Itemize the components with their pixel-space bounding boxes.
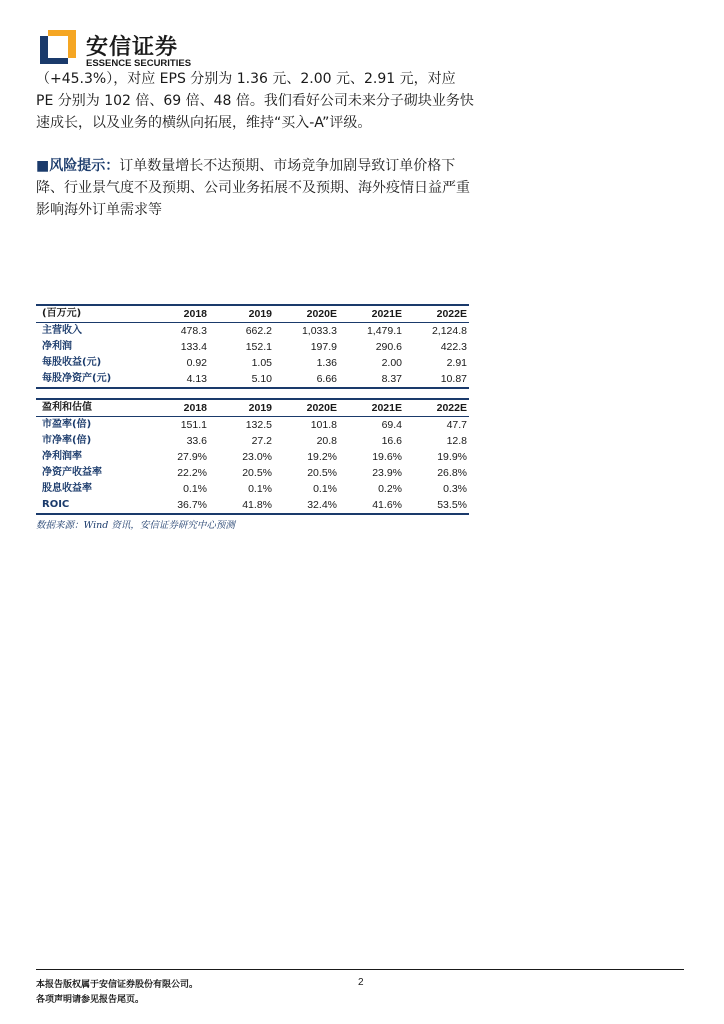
table-cell: 8.37 [339, 371, 404, 388]
table-cell: 32.4% [274, 497, 339, 514]
row-label: 主营收入 [42, 325, 82, 336]
table-row [36, 417, 469, 434]
brand-name-cn: 安信证券 [86, 35, 179, 60]
header-cell: 2021E [339, 305, 404, 323]
row-label: 股息收益率 [42, 483, 92, 494]
table-cell: 1.36 [316, 357, 337, 369]
table-cell: 133.4 [180, 341, 207, 353]
footer-disclaimer: 各项声明请参见报告尾页。 [36, 995, 145, 1005]
table-cell: 197.9 [310, 341, 337, 353]
table-cell: 5.10 [209, 371, 274, 388]
header-cell: 2018 [144, 305, 209, 323]
table-cell: 22.2% [177, 467, 207, 479]
table-cell: 422.3 [440, 341, 467, 353]
table-cell: 101.8 [310, 419, 337, 431]
table-cell: 19.6% [372, 451, 402, 463]
risk-text: 订单数量增长不达预期、市场竞争加剧导致订单价格下降、行业景气度不及预期、公司业务拓展不及预期、海外疫情日益严重影响海外订单需求等 [36, 158, 470, 218]
table-cell: 41.8% [209, 497, 274, 514]
table-cell: 0.1% [248, 483, 272, 495]
table-cell: 27.9% [177, 451, 207, 463]
table-row [36, 339, 469, 355]
table-cell: 23.9% [372, 467, 402, 479]
risk-paragraph [36, 155, 474, 221]
table-row [36, 497, 469, 514]
table-cell: 6.66 [274, 371, 339, 388]
header-cell: 2020E [274, 399, 339, 417]
table-cell: 1,033.3 [301, 325, 337, 337]
table-cell: 2,124.8 [431, 325, 467, 337]
table-cell: 0.92 [186, 357, 207, 369]
table-cell: 4.13 [144, 371, 209, 388]
row-label: 市盈率(倍) [42, 419, 92, 430]
table-row [36, 481, 469, 497]
row-label: 每股净资产(元) [36, 371, 144, 388]
risk-marker-icon: ■ [36, 158, 50, 174]
table-cell: 36.7% [144, 497, 209, 514]
table-cell: 47.7 [446, 419, 467, 431]
table-cell: 132.5 [245, 419, 272, 431]
table-cell: 151.1 [180, 419, 207, 431]
table-row [36, 433, 469, 449]
row-label: 净利润 [42, 341, 72, 352]
risk-title: 风险提示： [49, 158, 120, 174]
table-cell: 27.2 [251, 435, 272, 447]
footer-divider [36, 969, 684, 970]
table-cell: 478.3 [180, 325, 207, 337]
brand-name-en: ESSENCE SECURITIES [86, 58, 192, 69]
row-label: 净资产收益率 [42, 467, 102, 478]
table-cell: 10.87 [404, 371, 469, 388]
header-cell: 2019 [209, 399, 274, 417]
header-cell: 2021E [339, 399, 404, 417]
table-header-row [36, 305, 469, 323]
header-cell: 2020E [274, 305, 339, 323]
table-cell: 53.5% [404, 497, 469, 514]
row-label: ROIC [36, 497, 144, 514]
header-cell: 2022E [404, 305, 469, 323]
table-row [36, 465, 469, 481]
header-cell: 2019 [209, 305, 274, 323]
row-label: 净利润率 [42, 451, 82, 462]
table-cell: 33.6 [186, 435, 207, 447]
table-cell: 20.8 [316, 435, 337, 447]
table-cell: 16.6 [381, 435, 402, 447]
table-cell: 290.6 [375, 341, 402, 353]
essence-logo [40, 30, 76, 66]
table-cell: 0.1% [313, 483, 337, 495]
page-number: 2 [358, 977, 364, 988]
row-label: 每股收益(元) [42, 357, 102, 368]
table-row [36, 323, 469, 340]
table-row [36, 371, 469, 388]
valuation-paragraph: （+45.3%），对应 EPS 分别为 1.36 元、2.00 元、2.91 元，对应 PE 分别为 102 倍、69 倍、48 倍。我们看好公司未来分子砌块业务快速成长，以及业务的横纵向拓展，维持“买入-A”评级。 [36, 71, 474, 131]
table-row [36, 355, 469, 371]
table-cell: 69.4 [381, 419, 402, 431]
header-cell: 2022E [404, 399, 469, 417]
table-cell: 20.5% [307, 467, 337, 479]
table-cell: 19.2% [307, 451, 337, 463]
table-cell: 12.8 [446, 435, 467, 447]
table-header-row [36, 399, 469, 417]
financial-summary-table [36, 304, 469, 389]
table-cell: 1,479.1 [366, 325, 402, 337]
table-cell: 19.9% [437, 451, 467, 463]
header-cell: 盈利和估值 [36, 399, 144, 417]
row-label: 市净率(倍) [42, 435, 92, 446]
table-cell: 1.05 [251, 357, 272, 369]
table-cell: 2.91 [446, 357, 467, 369]
table-cell: 152.1 [245, 341, 272, 353]
header-cell: 2018 [144, 399, 209, 417]
data-source-note: 数据来源：Wind 资讯，安信证券研究中心预测 [36, 520, 235, 531]
valuation-table [36, 398, 469, 515]
footer-copyright: 本报告版权属于安信证券股份有限公司。 [36, 980, 199, 990]
table-cell: 41.6% [339, 497, 404, 514]
table-cell: 23.0% [242, 451, 272, 463]
table-cell: 20.5% [242, 467, 272, 479]
header-cell: (百万元) [36, 305, 144, 323]
table-cell: 0.1% [183, 483, 207, 495]
table-cell: 0.2% [378, 483, 402, 495]
table-cell: 662.2 [245, 325, 272, 337]
table-cell: 0.3% [443, 483, 467, 495]
table-cell: 2.00 [381, 357, 402, 369]
table-row [36, 449, 469, 465]
table-cell: 26.8% [437, 467, 467, 479]
